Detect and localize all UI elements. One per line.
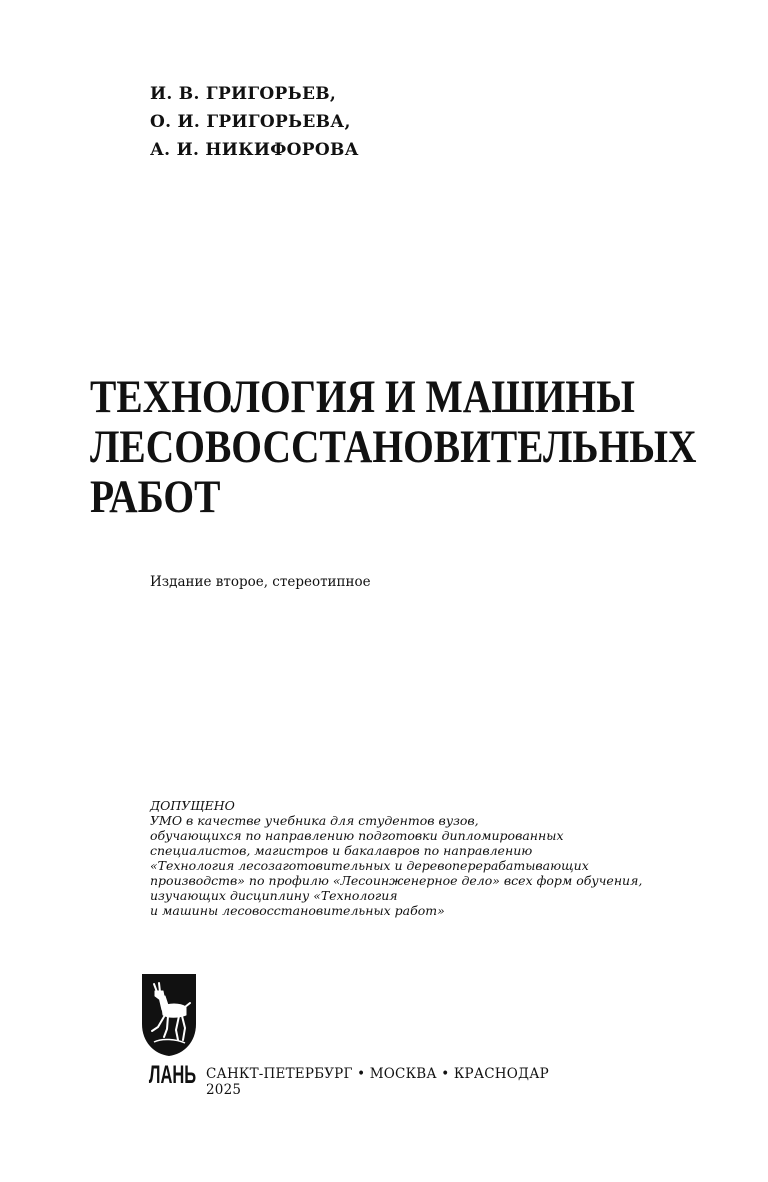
approval-line: и машины лесовосстановительных работ» [150, 903, 445, 918]
book-title [90, 372, 730, 522]
author-list [150, 80, 359, 164]
book-title-line: ЛЕСОВОССТАНОВИТЕЛЬНЫХ [90, 421, 697, 473]
author-name: А. И. НИКИФОРОВА [150, 140, 359, 160]
book-title-line: РАБОТ [90, 471, 221, 523]
publisher-cities: САНКТ-ПЕТЕРБУРГ • МОСКВА • КРАСНОДАР [206, 1066, 549, 1082]
approval-line: изучающих дисциплину «Технология [150, 888, 398, 903]
approval-line: ДОПУЩЕНО [150, 798, 235, 813]
publisher-logo-text: ЛАНЬ [148, 1061, 197, 1089]
edition-note: Издание второе, стереотипное [150, 574, 371, 590]
approval-line: УМО в качестве учебника для студентов вузов, [150, 813, 479, 828]
author-name: И. В. ГРИГОРЬЕВ, [150, 84, 337, 104]
approval-line: специалистов, магистров и бакалавров по направлению [150, 843, 533, 858]
deer-shield-icon [138, 972, 202, 1058]
approval-line: «Технология лесозаготовительных и деревоперерабатывающих [150, 858, 589, 873]
publisher-imprint [206, 1066, 549, 1098]
author-name: О. И. ГРИГОРЬЕВА, [150, 112, 351, 132]
approval-statement [150, 798, 710, 918]
publication-year: 2025 [206, 1082, 242, 1098]
book-title-line: ТЕХНОЛОГИЯ И МАШИНЫ [90, 371, 635, 423]
approval-line: производств» по профилю «Лесоинженерное дело» всех форм обучения, [150, 873, 643, 888]
publisher-logo [138, 972, 202, 1094]
approval-line: обучающихся по направлению подготовки дипломированных [150, 828, 564, 843]
